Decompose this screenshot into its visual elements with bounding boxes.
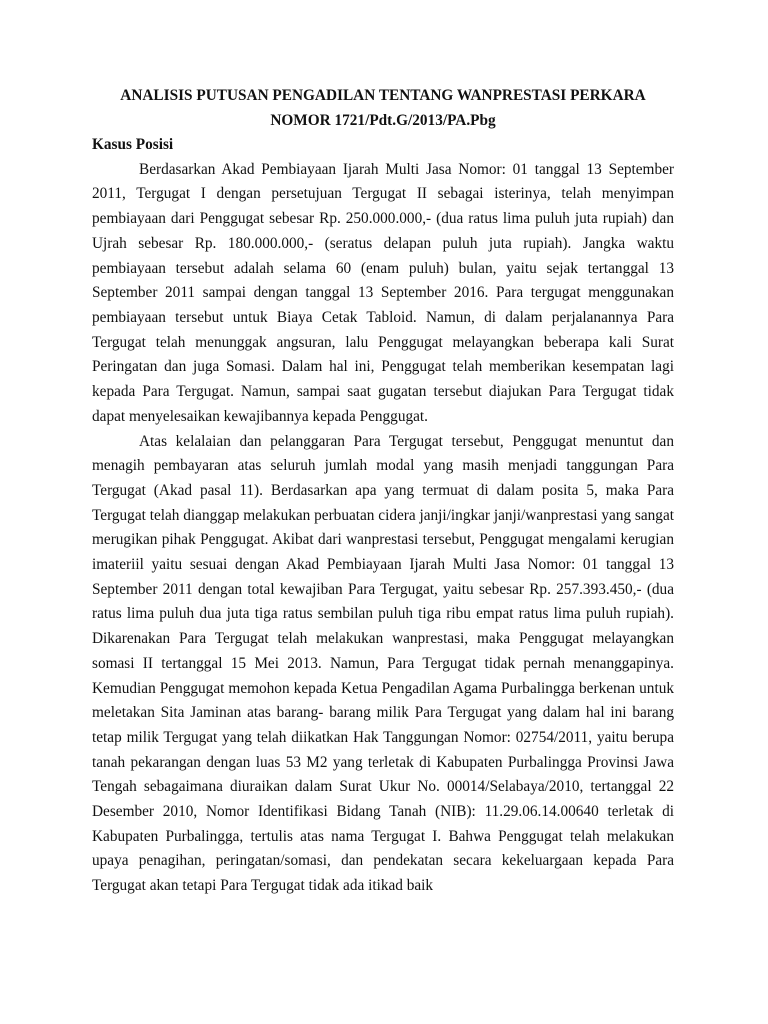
section-heading: Kasus Posisi	[92, 136, 174, 154]
document-title-line-1: ANALISIS PUTUSAN PENGADILAN TENTANG WANPRESTASI PERKARA	[120, 87, 646, 104]
document-body	[92, 84, 674, 899]
document-title-line-2: NOMOR 1721/Pdt.G/2013/PA.Pbg	[270, 111, 496, 129]
paragraph-2: Atas kelalaian dan pelanggaran Para Tergugat tersebut, Penggugat menuntut dan menagih pembayaran atas seluruh jumlah modal yang masih menjadi tanggungan Para Tergugat (Akad pasal 11). Berdasarkan apa yang termuat di dalam posita 5, maka Para Tergugat telah dianggap melakukan perbuatan cidera janji/ingkar janji/wanprestasi yang sangat merugikan pihak Penggugat. Akibat dari wanprestasi tersebut, Penggugat mengalami kerugian imateriil yaitu sesuai dengan Akad Pembiayaan Ijarah Multi Jasa Nomor: 01 tanggal 13 September 2011 dengan total kewajiban Para Tergugat, yaitu sebesar Rp. 257.393.450,- (dua ratus lima puluh dua juta tiga ratus sembilan puluh tiga ribu empat ratus lima puluh rupiah). Dikarenakan Para Tergugat telah melakukan wanprestasi, maka Penggugat melayangkan somasi II tertanggal 15 Mei 2013. Namun, Para Tergugat tidak pernah menanggapinya. Kemudian Penggugat memohon kepada Ketua Pengadilan Agama Purbalingga berkenan untuk meletakan Sita Jaminan atas barang- barang milik Para Tergugat yang dalam hal ini barang tetap milik Tergugat yang telah diikatkan Hak Tanggungan Nomor: 02754/2011, yaitu berupa tanah pekarangan dengan luas 53 M2 yang terletak di Kabupaten Purbalingga Provinsi Jawa Tengah sebagaimana diuraikan dalam Surat Ukur No. 00014/Selabaya/2010, tertanggal 22 Desember 2010, Nomor Identifikasi Bidang Tanah (NIB): 11.29.06.14.00640 terletak di Kabupaten Purbalingga, tertulis atas nama Tergugat I. Bahwa Penggugat telah melakukan upaya penagihan, peringatan/somasi, dan pendekatan secara kekeluargaan kepada Para Tergugat akan tetapi Para Tergugat tidak ada itikad baik	[92, 432, 674, 895]
paragraph-1: Berdasarkan Akad Pembiayaan Ijarah Multi Jasa Nomor: 01 tanggal 13 September 2011, Tergugat I dengan persetujuan Tergugat II sebagai isterinya, telah menyimpan pembiayaan dari Penggugat sebesar Rp. 250.000.000,- (dua ratus lima puluh juta rupiah) dan Ujrah sebesar Rp. 180.000.000,- (seratus delapan puluh juta rupiah). Jangka waktu pembiayaan tersebut adalah selama 60 (enam puluh) bulan, yaitu sejak tertanggal 13 September 2011 sampai dengan tanggal 13 September 2016. Para tergugat menggunakan pembiayaan tersebut untuk Biaya Cetak Tabloid. Namun, di dalam perjalanannya Para Tergugat telah menunggak angsuran, lalu Penggugat melayangkan beberapa kali Surat Peringatan dan juga Somasi. Dalam hal ini, Penggugat telah memberikan kesempatan lagi kepada Para Tergugat. Namun, sampai saat gugatan tersebut diajukan Para Tergugat tidak dapat menyelesaikan kewajibannya kepada Penggugat.	[92, 160, 674, 425]
document-title	[92, 84, 674, 133]
